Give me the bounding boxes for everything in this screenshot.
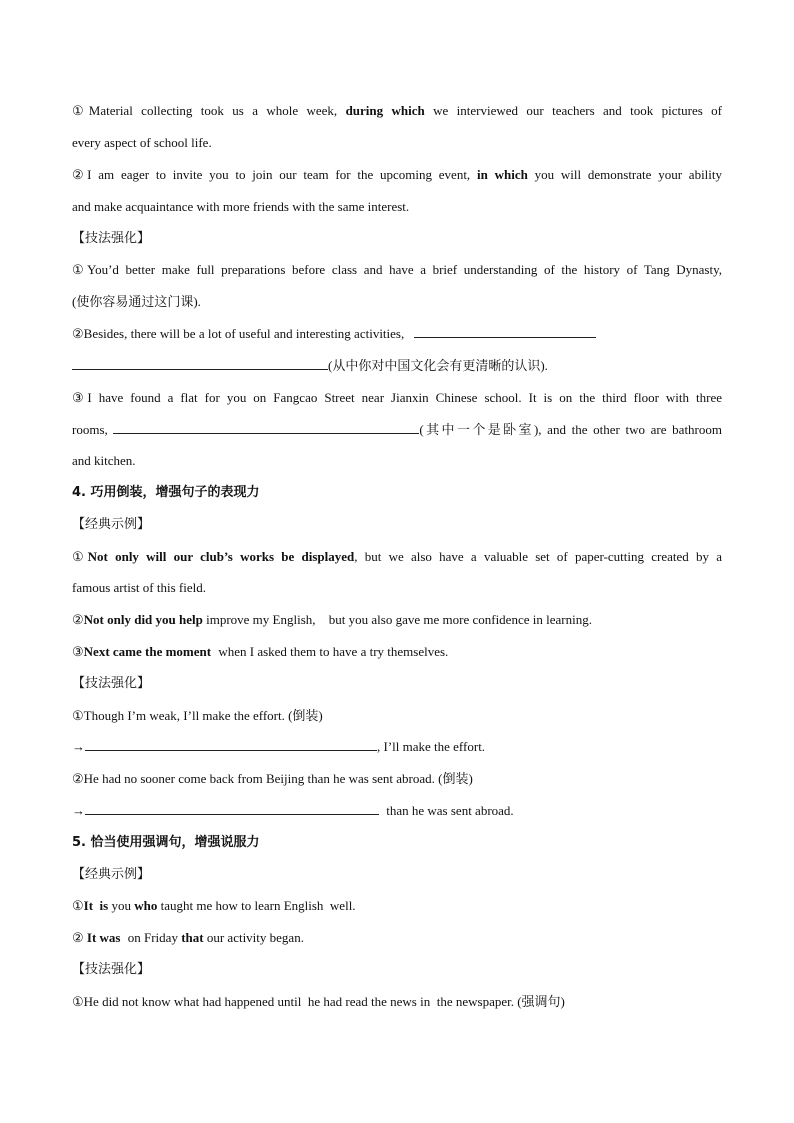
exercise-line bbox=[72, 739, 485, 755]
answer-blank[interactable] bbox=[85, 803, 379, 815]
bold-phrase: Next came the moment bbox=[83, 644, 212, 659]
sentence-text: but we also have a valuable set of paper-cutting created by a bbox=[364, 549, 722, 564]
bold-phrase: that bbox=[181, 930, 204, 945]
example-line bbox=[72, 612, 592, 628]
exercise-line bbox=[72, 358, 548, 374]
bold-phrase: Not only will our club’s works be displayed bbox=[87, 549, 355, 564]
circled-number: ② bbox=[72, 930, 87, 945]
hint-text: (从中你对中国文化会有更清晰的认识). bbox=[328, 358, 548, 373]
bold-phrase: who bbox=[134, 898, 158, 913]
circled-number: ③ bbox=[72, 644, 84, 659]
sentence-text: you bbox=[111, 898, 131, 913]
sentence-text: our activity began. bbox=[206, 930, 304, 945]
exercise-line: ③I have found a flat for you on Fangcao Street near Jianxin Chinese school. It is on the third floor with three bbox=[72, 390, 722, 405]
exercise-line: ①You’d better make full preparations before class and have a brief understanding of the history of Tang Dynasty, bbox=[72, 262, 722, 277]
label-technique: 【技法强化】 bbox=[72, 676, 151, 691]
label-classic: 【经典示例】 bbox=[72, 867, 151, 882]
sentence-text: ②I am eager to invite you to join our team for the upcoming event, bbox=[72, 167, 471, 182]
sentence-text: on Friday bbox=[127, 930, 178, 945]
section-heading: 5. 恰当使用强调句，增强说服力 bbox=[72, 835, 260, 850]
exercise-line: ①Though I’m weak, I’ll make the effort. (倒装) bbox=[72, 708, 323, 723]
label-classic: 【经典示例】 bbox=[72, 517, 151, 532]
example-line: and make acquaintance with more friends with the same interest. bbox=[72, 199, 410, 214]
exercise-line bbox=[72, 422, 722, 438]
bold-phrase: Not only did you help bbox=[83, 612, 203, 627]
sentence-text: but you also gave me more confidence in learning. bbox=[328, 612, 592, 627]
example-line bbox=[72, 898, 356, 914]
bold-phrase: It was bbox=[86, 930, 121, 945]
label-technique: 【技法强化】 bbox=[72, 231, 151, 246]
bold-phrase: It is bbox=[83, 898, 109, 913]
bold-phrase: during which bbox=[345, 103, 425, 118]
answer-blank[interactable] bbox=[414, 326, 596, 338]
sentence-text: when I asked them to have a try themselves. bbox=[218, 644, 449, 659]
example-line: every aspect of school life. bbox=[72, 135, 212, 150]
sentence-text: improve my English, bbox=[206, 612, 316, 627]
exercise-line bbox=[72, 803, 514, 819]
sentence-text: we interviewed our teachers and took pictures of bbox=[433, 103, 723, 118]
section-heading: 4. 巧用倒装，增强句子的表现力 bbox=[72, 485, 260, 500]
exercise-line: (使你容易通过这门课). bbox=[72, 294, 201, 309]
circled-number: ② bbox=[72, 612, 84, 627]
exercise-line: ②He had no sooner come back from Beijing than he was sent abroad. (倒装) bbox=[72, 771, 473, 786]
exercise-line: ①He did not know what had happened until he had read the news in the newspaper. (强调句) bbox=[72, 994, 565, 1009]
circled-number: ① bbox=[72, 898, 84, 913]
answer-blank[interactable] bbox=[72, 358, 328, 370]
sentence-text: rooms, bbox=[72, 422, 108, 437]
answer-blank[interactable] bbox=[85, 739, 377, 751]
bold-phrase: in which bbox=[476, 167, 528, 182]
sentence-text: , I’ll make the effort. bbox=[377, 739, 486, 754]
sentence-text: ①Material collecting took us a whole week, bbox=[72, 103, 338, 118]
exercise-line bbox=[72, 326, 596, 342]
example-line bbox=[72, 930, 304, 946]
example-line: famous artist of this field. bbox=[72, 580, 206, 595]
answer-blank[interactable] bbox=[113, 422, 419, 434]
example-line bbox=[72, 103, 722, 119]
arrow-icon: → bbox=[72, 803, 85, 818]
sentence-text: than he was sent abroad. bbox=[386, 803, 514, 818]
hint-text: (其中一个是卧室), and the other two are bathroom bbox=[419, 422, 722, 437]
exercise-line: and kitchen. bbox=[72, 453, 136, 468]
example-line bbox=[72, 644, 448, 660]
sentence-text: ②Besides, there will be a lot of useful and interesting activities, bbox=[72, 326, 405, 341]
label-technique: 【技法强化】 bbox=[72, 962, 151, 977]
example-line bbox=[72, 549, 722, 565]
sentence-text: you will demonstrate your ability bbox=[534, 167, 723, 182]
example-line bbox=[72, 167, 722, 183]
punctuation: , bbox=[354, 549, 358, 564]
sentence-text: taught me how to learn English well. bbox=[160, 898, 356, 913]
arrow-icon: → bbox=[72, 739, 85, 754]
circled-number: ① bbox=[72, 549, 88, 564]
